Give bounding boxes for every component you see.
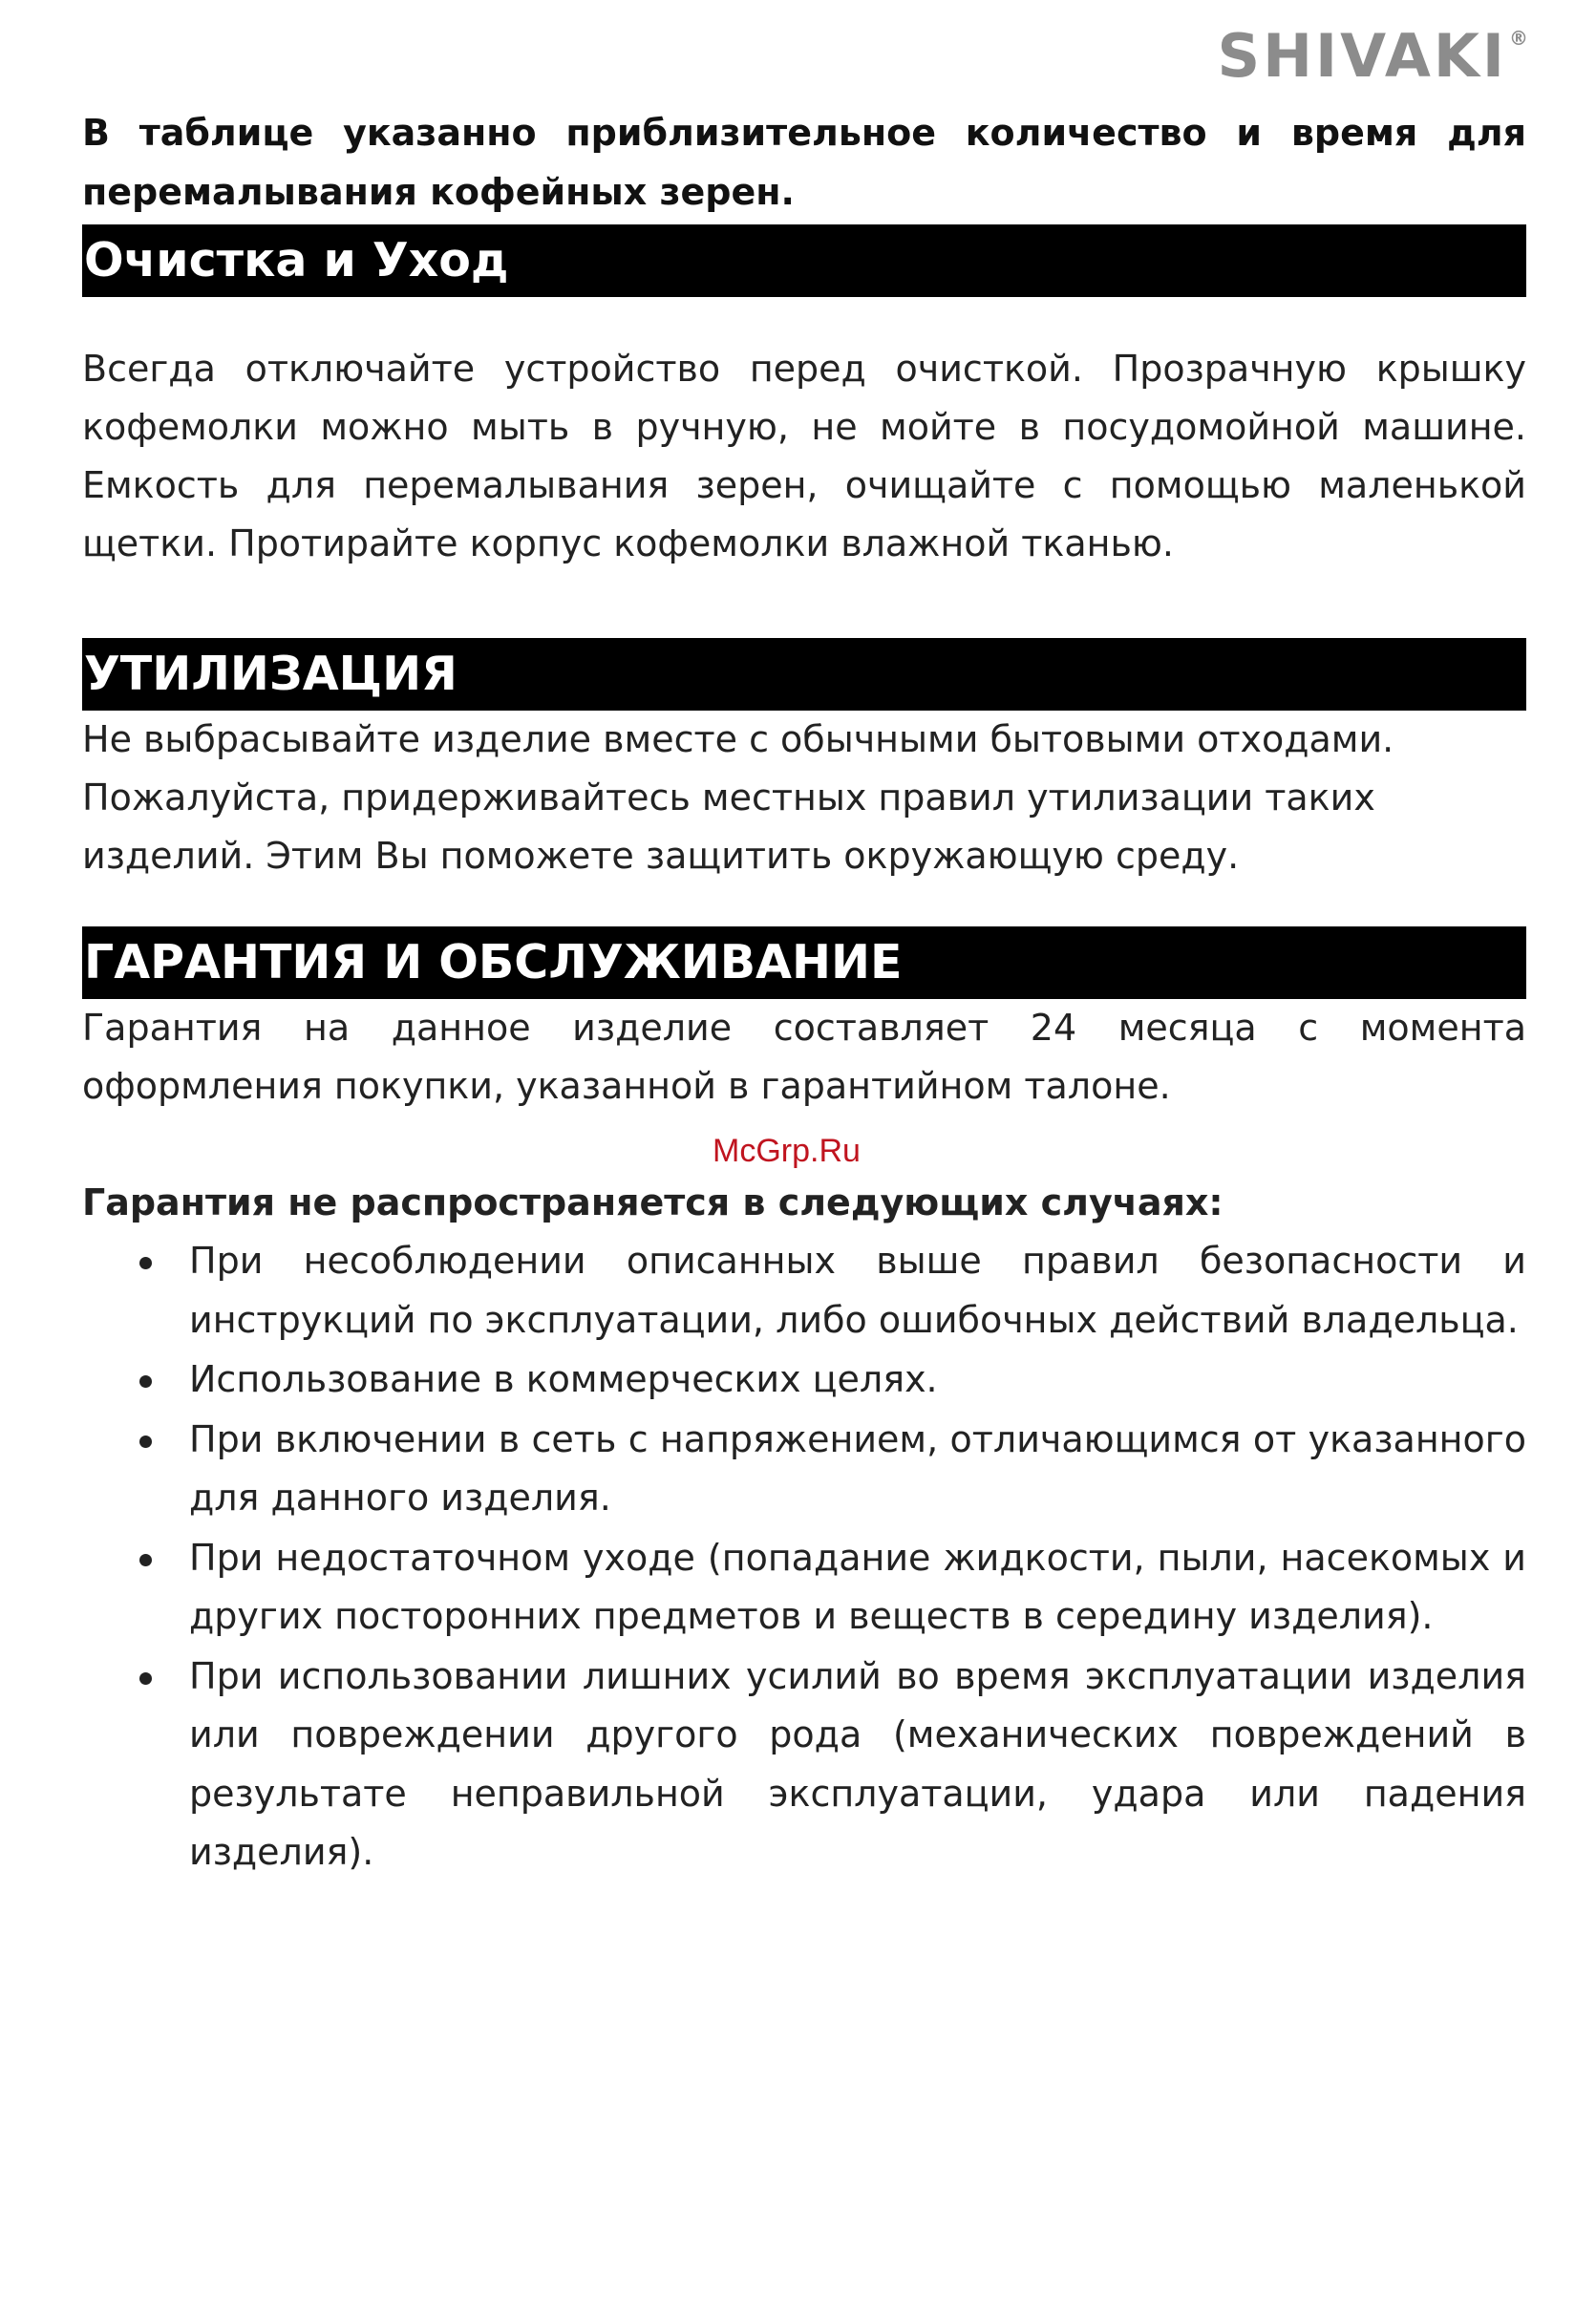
disposal-line: Пожалуйста, придерживайтесь местных правил утилизации таких: [82, 776, 1375, 819]
bullet-icon: [139, 1257, 152, 1269]
watermark-link[interactable]: McGrp.Ru: [713, 1133, 861, 1169]
disposal-paragraph: [82, 711, 1526, 885]
bullet-icon: [139, 1672, 152, 1685]
bullet-icon: [139, 1554, 152, 1566]
list-item-text: При недостаточном уходе (попадание жидкости, пыли, насекомых и других посторонних предметов и веществ в середину изделия).: [189, 1536, 1526, 1637]
section-heading-cleaning: Очистка и Уход: [82, 224, 1526, 297]
registered-mark: ®: [1509, 27, 1531, 50]
list-item: [82, 1351, 1526, 1410]
intro-paragraph: В таблице указанно приблизительное количество и время для перемалывания кофейных зерен.: [82, 112, 1526, 213]
bullet-icon: [139, 1375, 152, 1388]
disposal-line: Не выбрасывайте изделие вместе с обычными бытовыми отходами.: [82, 718, 1394, 760]
list-item-text: При включении в сеть с напряжением, отличающимся от указанного для данного изделия.: [189, 1417, 1526, 1519]
list-item-text: При использовании лишних усилий во время эксплуатации изделия или повреждении другого рода (механических повреждений в результате неправильной эксплуатации, удара или падения изделия).: [189, 1654, 1526, 1873]
list-item: [82, 1529, 1526, 1647]
section-heading-disposal: УТИЛИЗАЦИЯ: [82, 638, 1526, 711]
list-item: [82, 1648, 1526, 1882]
section-heading-warranty: ГАРАНТИЯ И ОБСЛУЖИВАНИЕ: [82, 926, 1526, 999]
cleaning-paragraph: Всегда отключайте устройство перед очисткой. Прозрачную крышку кофемолки можно мыть в ручную, не мойте в посудомойной машине. Емкость для перемалывания зерен, очищайте с помощью маленькой щетки. Протирайте корпус кофемолки влажной тканью.: [82, 348, 1526, 564]
page-content: [82, 103, 1526, 1883]
list-item-text: При несоблюдении описанных выше правил безопасности и инструкций по эксплуатации, либо ошибочных действий владельца.: [189, 1240, 1526, 1341]
brand-logo-text: SHIVAKI: [1217, 21, 1507, 91]
warranty-paragraph: Гарантия на данное изделие составляет 24 месяца с момента оформления покупки, указанной в гарантийном талоне.: [82, 1007, 1526, 1107]
bullet-icon: [139, 1436, 152, 1448]
warranty-exclusions-list: [82, 1232, 1526, 1882]
list-item: [82, 1232, 1526, 1350]
warranty-exclusions-heading: Гарантия не распространяется в следующих случаях:: [82, 1181, 1224, 1223]
disposal-line: изделий. Этим Вы поможете защитить окружающую среду.: [82, 835, 1240, 877]
list-item: [82, 1411, 1526, 1528]
list-item-text: Использование в коммерческих целях.: [189, 1358, 938, 1400]
brand-logo: [1217, 21, 1531, 91]
